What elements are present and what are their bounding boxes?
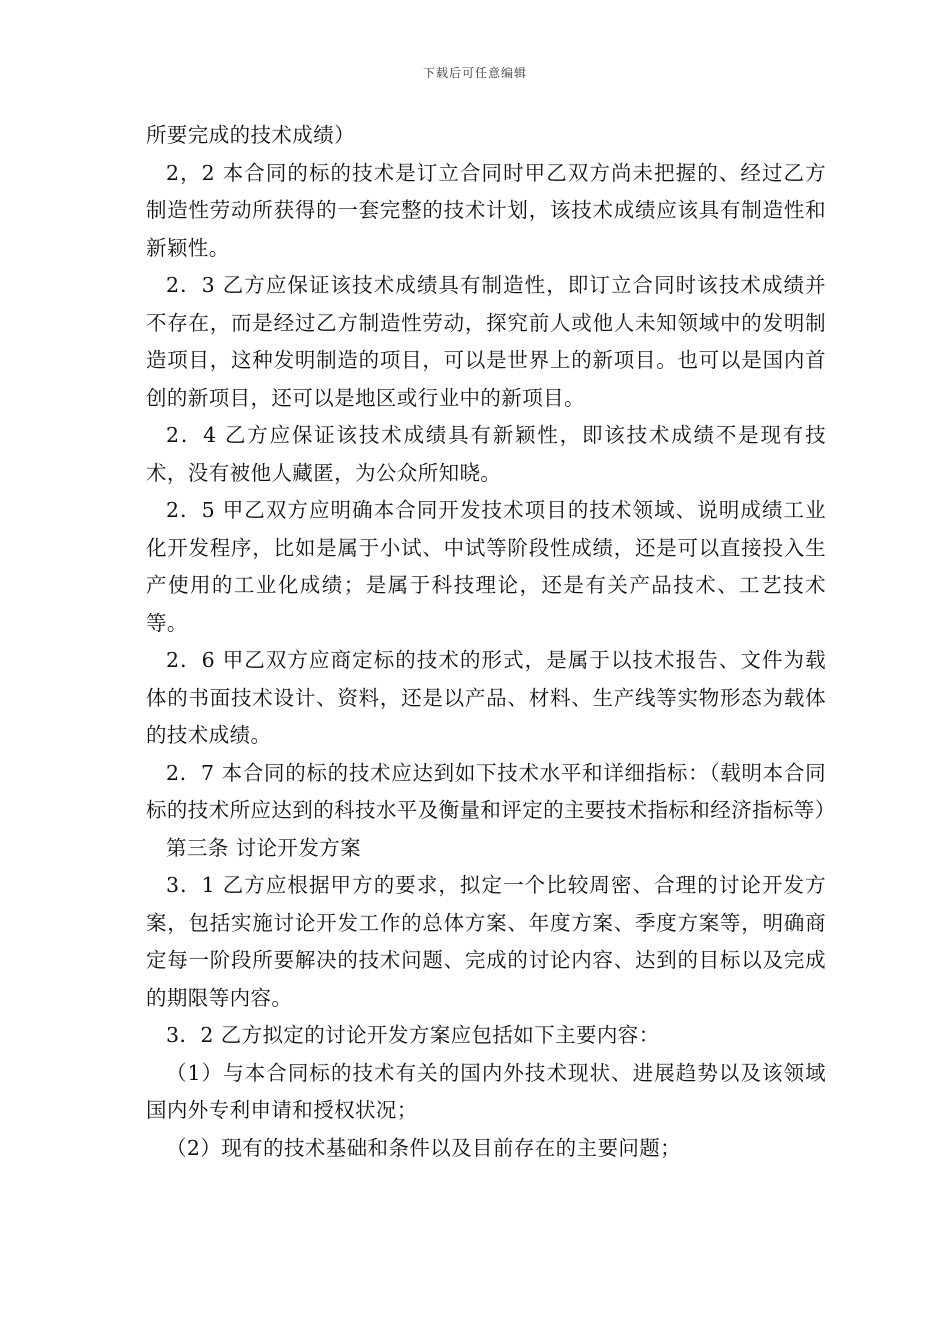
paragraph-3-2: 3．2 乙方拟定的讨论开发方案应包括如下主要内容：: [166, 1023, 660, 1047]
document-body: [146, 117, 836, 1167]
paragraph-2-5: 2．5 甲乙双方应明确本合同开发技术项目的技术领域、说明成绩工业化开发程序，比如是属于小试、中试等阶段性成绩，还是可以直接投入生产使用的工业化成绩；是属于科技理论，还是有关产品技术、工艺技术等。: [146, 498, 826, 635]
paragraph-2-7: 2．7 本合同的标的技术应达到如下技术水平和详细指标：（载明本合同标的技术所应达到的科技水平及衡量和评定的主要技术指标和经济指标等）: [146, 760, 836, 822]
section-heading-article-3: 第三条 讨论开发方案: [166, 835, 362, 860]
paragraph-2-6: 2．6 甲乙双方应商定标的技术的形式，是属于以技术报告、文件为载体的书面技术设计、资料，还是以产品、材料、生产线等实物形态为载体的技术成绩。: [146, 648, 826, 747]
paragraph-continuation: 所要完成的技术成绩）: [146, 123, 355, 147]
paragraph-2-2: 2，2 本合同的标的技术是订立合同时甲乙双方尚未把握的、经过乙方制造性劳动所获得的一套完整的技术计划，该技术成绩应该具有制造性和新颖性。: [146, 160, 826, 260]
paragraph-3-1: 3．1 乙方应根据甲方的要求，拟定一个比较周密、合理的讨论开发方案，包括实施讨论开发工作的总体方案、年度方案、季度方案等，明确商定每一阶段所要解决的技术问题、完成的讨论内容、达到的目标以及完成的期限等内容。: [146, 873, 826, 1010]
list-item-1: （1）与本合同标的技术有关的国内外技术现状、进展趋势以及该领域国内外专利申请和授权状况；: [146, 1060, 826, 1122]
list-item-2: （2）现有的技术基础和条件以及目前存在的主要问题；: [166, 1135, 682, 1160]
paragraph-2-3: 2．3 乙方应保证该技术成绩具有制造性，即订立合同时该技术成绩并不存在，而是经过乙方制造性劳动，探究前人或他人未知领域中的发明制造项目，这种发明制造的项目，可以是世界上的新项目。也可以是国内首创的新项目，还可以是地区或行业中的新项目。: [146, 273, 826, 410]
page-header: 下载后可任意编辑: [422, 66, 527, 80]
paragraph-2-4: 2．4 乙方应保证该技术成绩具有新颖性，即该技术成绩不是现有技术，没有被他人藏匿，为公众所知晓。: [146, 423, 826, 485]
